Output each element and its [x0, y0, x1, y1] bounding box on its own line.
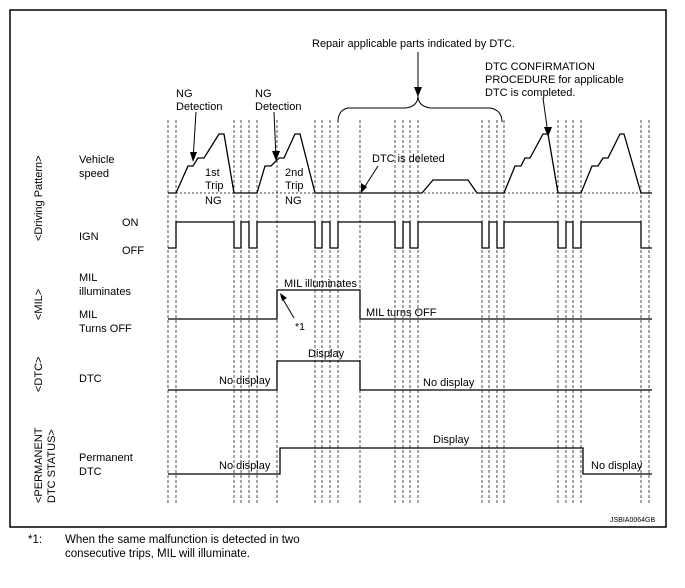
- dtc-confirmation-line3: DTC is completed.: [485, 87, 576, 99]
- ng-detection-1-line2: Detection: [176, 101, 223, 113]
- perm-no-display-1: No display: [219, 460, 271, 472]
- section-dtc: <DTC>: [33, 356, 45, 392]
- label-ign: IGN: [79, 231, 99, 243]
- ng2-arrowhead: [272, 151, 280, 161]
- star1-arrowhead: [280, 293, 287, 301]
- trip2-line1: 2nd: [285, 167, 304, 179]
- section-permanent-line2: DTC STATUS>: [46, 429, 58, 503]
- label-permanent-dtc-2: DTC: [79, 466, 102, 478]
- repair-brace: [338, 96, 502, 122]
- perm-no-display-2: No display: [591, 460, 643, 472]
- ng-detection-2-line1: NG: [255, 88, 272, 100]
- trip1-line2: Trip: [205, 180, 224, 192]
- dtc-no-display-1: No display: [219, 375, 271, 387]
- label-mil-turns-off-2: Turns OFF: [79, 323, 132, 335]
- dtc-deleted-label: DTC is deleted: [372, 153, 445, 165]
- repair-annotation: Repair applicable parts indicated by DTC.: [312, 38, 515, 50]
- mil-illuminates-state: MIL illuminates: [284, 278, 357, 290]
- label-ign-off: OFF: [122, 245, 144, 257]
- section-permanent-line1: <PERMANENT: [33, 427, 45, 503]
- mil-turns-off-state: MIL turns OFF: [366, 307, 437, 319]
- label-mil-turns-off-1: MIL: [79, 309, 98, 321]
- dtc-confirmation-line1: DTC CONFIRMATION: [485, 61, 595, 73]
- ng-detection-2-line2: Detection: [255, 101, 302, 113]
- perm-display: Display: [433, 434, 470, 446]
- section-mil: <MIL>: [33, 288, 45, 320]
- label-mil-illuminates-2: illuminates: [79, 286, 131, 298]
- trip1-line1: 1st: [205, 167, 220, 179]
- label-vehicle-speed-1: Vehicle: [79, 154, 115, 166]
- footnote-mark: *1:: [28, 534, 43, 546]
- label-dtc: DTC: [79, 373, 102, 385]
- dtc-confirm-arrowhead: [544, 127, 552, 137]
- ign-trace: [168, 222, 652, 248]
- section-driving-pattern: <Driving Pattern>: [33, 155, 45, 241]
- dtc-no-display-2: No display: [423, 377, 475, 389]
- label-mil-illuminates-1: MIL: [79, 272, 98, 284]
- dtc-display: Display: [308, 348, 345, 360]
- trip2-line2: Trip: [285, 180, 304, 192]
- dtc-confirmation-line2: PROCEDURE for applicable: [485, 74, 624, 86]
- trip2-line3: NG: [285, 195, 302, 207]
- repair-arrowhead: [414, 87, 422, 97]
- label-permanent-dtc-1: Permanent: [79, 452, 133, 464]
- footnote-text: When the same malfunction is detected in two consecutive trips, MIL will illuminate.: [65, 534, 300, 560]
- figure-code: JSBIA0064GB: [610, 517, 656, 524]
- ng-detection-1-line1: NG: [176, 88, 193, 100]
- label-vehicle-speed-2: speed: [79, 168, 109, 180]
- label-ign-on: ON: [122, 217, 139, 229]
- trip1-line3: NG: [205, 195, 222, 207]
- star1-label: *1: [295, 321, 305, 333]
